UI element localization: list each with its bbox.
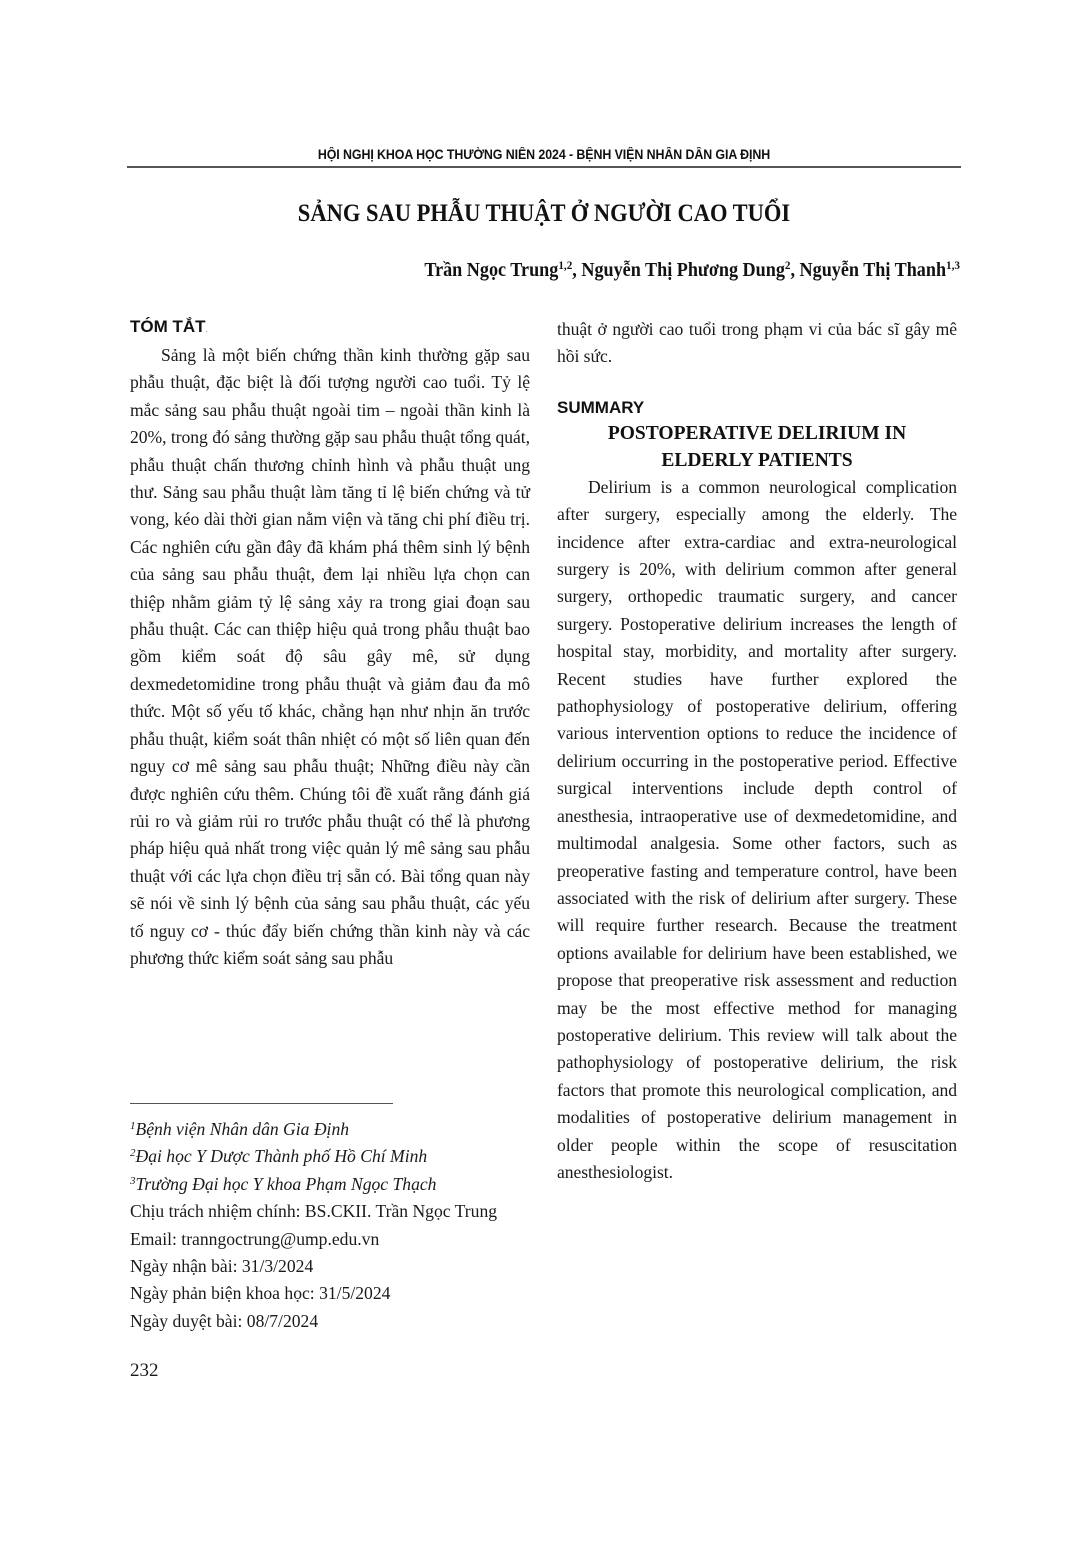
running-header: HỘI NGHỊ KHOA HỌC THƯỜNG NIÊN 2024 - BỆNH VIỆN NHÂN DÂN GIA ĐỊNH <box>317 147 771 162</box>
left-column <box>130 316 530 972</box>
date-reviewed: Ngày phản biện khoa học: 31/5/2024 <box>130 1283 391 1304</box>
summary-title <box>557 420 957 474</box>
author-name: Nguyễn Thị Thanh <box>799 260 947 281</box>
author-affiliation-marker: 2 <box>784 258 791 272</box>
corresponding-email: Email: tranngoctrung@ump.edu.vn <box>130 1228 380 1249</box>
author-affiliation-marker: 1,3 <box>946 258 960 272</box>
abstract-vi-continuation: thuật ở người cao tuổi trong phạm vi của bác sĩ gây mê hồi sức. <box>557 319 957 367</box>
affiliation-footnote <box>130 1143 540 1170</box>
date-received: Ngày nhận bài: 31/3/2024 <box>130 1256 314 1277</box>
author-separator: , <box>790 260 800 281</box>
affiliation-text: Trường Đại học Y khoa Phạm Ngọc Thạch <box>135 1173 437 1194</box>
summary-title-line: ELDERLY PATIENTS <box>661 449 853 471</box>
paper-title: SẢNG SAU PHẪU THUẬT Ở NGƯỜI CAO TUỔI <box>297 200 791 227</box>
footnotes <box>130 1116 540 1335</box>
summary-heading: SUMMARY <box>557 397 645 417</box>
header-rule <box>127 166 961 168</box>
footnote-separator <box>130 1103 393 1104</box>
date-accepted: Ngày duyệt bài: 08/7/2024 <box>130 1310 319 1331</box>
author-list <box>424 260 960 282</box>
affiliation-footnote <box>130 1171 540 1198</box>
summary-en-text: Delirium is a common neurological complication after surgery, especially among the elderly. The incidence after extra-cardiac and extra-neurological surgery is 20%, with delirium common after general surgery, orthopedic traumatic surgery, and cancer surgery. Postoperative delirium increases the length of hospital stay, morbidity, and mortality after surgery. Recent studies have further explored the pathophysiology of postoperative delirium, offering various intervention options to reduce the incidence of delirium occurring in the postoperative period. Effective surgical interventions include depth control of anesthesia, intraoperative use of dexmedetomidine, and multimodal analgesia. Some other factors, such as preoperative fasting and temperature control, have been associated with the risk of delirium after surgery. These will require further research. Because the treatment options available for delirium have been established, we propose that preoperative risk assessment and reduction may be the most effective method for managing postoperative delirium. This review will talk about the pathophysiology of postoperative delirium, the risk factors that promote this neurological complication, and modalities of postoperative delirium management in older people within the scope of resuscitation anesthesiologist. <box>557 476 957 1182</box>
author-name: Nguyễn Thị Phương Dung <box>581 260 785 281</box>
author-separator: , <box>572 260 582 281</box>
summary-title-line: POSTOPERATIVE DELIRIUM IN <box>607 422 907 444</box>
affiliation-footnote <box>130 1116 540 1143</box>
author-affiliation-marker: 1,2 <box>558 258 573 272</box>
abstract-vi-text: Sảng là một biến chứng thần kinh thường gặp sau phẫu thuật, đặc biệt là đối tượng người cao tuổi. Tỷ lệ mắc sảng sau phẫu thuật ngoài tim – ngoài thần kinh là 20%, trong đó sảng thường gặp sau phẫu thuật tổng quát, phẫu thuật chấn thương chỉnh hình và phẫu thuật ung thư. Sảng sau phẫu thuật làm tăng tỉ lệ biến chứng và tử vong, kéo dài thời gian nằm viện và tăng chi phí điều trị. Các nghiên cứu gần đây đã khám phá thêm sinh lý bệnh của sảng sau phẫu thuật, đem lại nhiều lựa chọn can thiệp nhằm giảm tỷ lệ sảng xảy ra trong giai đoạn sau phẫu thuật. Các can thiệp hiệu quả trong phẫu thuật bao gồm kiểm soát độ sâu gây mê, sử dụng dexmedetomidine trong phẫu thuật và giảm đau đa mô thức. Một số yếu tố khác, chẳng hạn như nhịn ăn trước phẫu thuật, kiểm soát thân nhiệt có một số liên quan đến nguy cơ mê sảng sau phẫu thuật; Những điều này cần được nghiên cứu thêm. Chúng tôi đề xuất rằng đánh giá rủi ro và giảm rủi ro trước phẫu thuật có thể là phương pháp hiệu quả nhất trong việc quản lý mê sảng sau phẫu thuật với các lựa chọn điều trị sẵn có. Bài tổng quan này sẽ nói về sinh lý bệnh của sảng sau phẫu thuật, các yếu tố nguy cơ - thúc đẩy biến chứng thần kinh này và các phương thức kiểm soát sảng sau phẫu <box>130 345 530 968</box>
footnote-marker: 1 <box>130 1120 136 1132</box>
author-name: Trần Ngọc Trung <box>424 260 559 281</box>
footnote-marker: 2 <box>130 1147 136 1160</box>
summary-block <box>557 397 957 1187</box>
page-number: 232 <box>130 1360 159 1381</box>
affiliation-text: Đại học Y Dược Thành phố Hồ Chí Minh <box>135 1146 428 1167</box>
abstract-heading-suffix: . <box>205 328 208 334</box>
abstract-heading <box>130 316 530 342</box>
footnote-marker: 3 <box>130 1174 136 1187</box>
corresponding-author: Chịu trách nhiệm chính: BS.CKII. Trần Ngọc Trung <box>130 1201 498 1222</box>
affiliation-text: Bệnh viện Nhân dân Gia Định <box>135 1119 350 1139</box>
abstract-heading-label: TÓM TẮT <box>130 317 206 336</box>
right-column <box>557 316 957 1186</box>
